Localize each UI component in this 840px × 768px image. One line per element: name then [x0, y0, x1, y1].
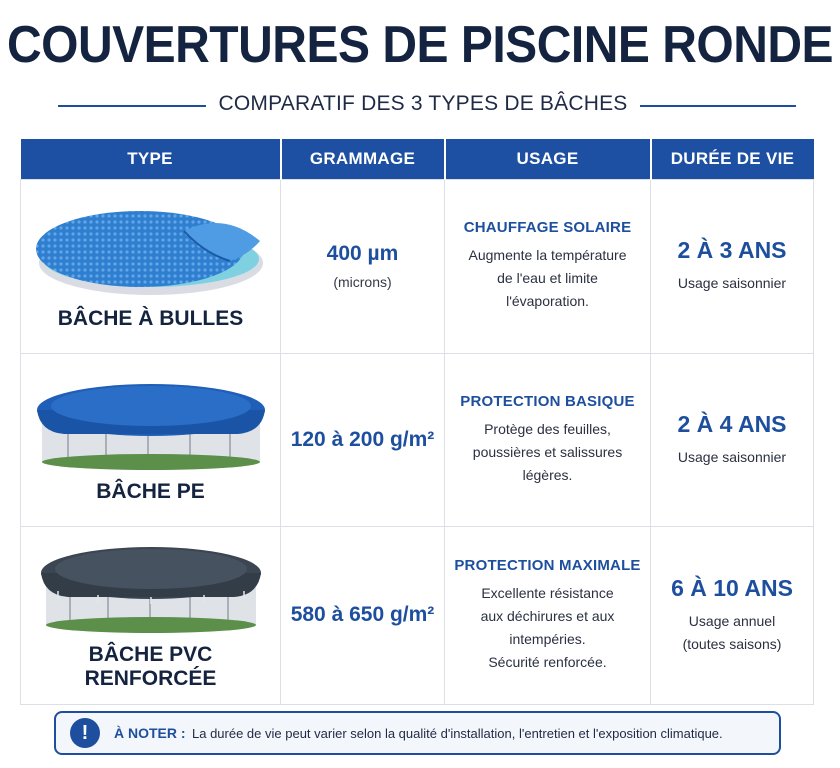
grammage-value: 120 à 200 g/m²	[290, 427, 435, 451]
grammage-value: 400 µm	[326, 242, 399, 265]
usage-title: CHAUFFAGE SOLAIRE	[463, 219, 632, 236]
usage-cell	[445, 353, 651, 526]
pvc-cover-icon	[38, 539, 264, 637]
table-row	[21, 353, 814, 526]
grammage-note: (microns)	[333, 274, 392, 290]
divider-left	[58, 105, 206, 107]
usage-title: PROTECTION BASIQUE	[460, 392, 635, 410]
usage-title: PROTECTION MAXIMALE	[454, 556, 641, 574]
column-header-usage: USAGE	[445, 139, 651, 179]
note-box	[54, 711, 781, 755]
divider-right	[640, 105, 796, 107]
page-title: COUVERTURES DE PISCINE RONDE	[6, 16, 834, 75]
table-row	[21, 526, 814, 704]
type-cell	[21, 526, 281, 704]
column-header-lifespan: DURÉE DE VIE	[651, 139, 814, 179]
type-name: BÂCHE À BULLES	[57, 307, 244, 330]
subtitle-row	[0, 90, 840, 120]
bubble-cover-icon	[34, 201, 268, 301]
lifespan-value: 6 À 10 ANS	[671, 574, 793, 601]
grammage-value: 580 à 650 g/m²	[290, 603, 435, 626]
type-cell	[21, 179, 281, 353]
type-name: BÂCHE PVC RENFORCÉE	[84, 643, 217, 690]
type-name: BÂCHE PE	[96, 479, 205, 503]
usage-cell	[445, 179, 651, 353]
lifespan-value: 2 À 3 ANS	[677, 237, 787, 263]
note-label: À NOTER :	[114, 725, 186, 741]
lifespan-note: Usage saisonnier	[677, 448, 787, 465]
lifespan-value: 2 À 4 ANS	[677, 410, 787, 437]
lifespan-note: Usage saisonnier	[677, 275, 787, 291]
type-cell	[21, 353, 281, 526]
usage-description: Protège des feuilles, poussières et salissures légères.	[472, 420, 623, 483]
grammage-cell	[281, 353, 445, 526]
usage-cell	[445, 526, 651, 704]
note-text: La durée de vie peut varier selon la qualité d'installation, l'entretien et l'exposition climatique.	[192, 726, 723, 741]
grammage-cell	[281, 526, 445, 704]
comparison-table	[20, 139, 814, 705]
table-row	[21, 179, 814, 353]
pe-cover-icon	[34, 376, 268, 474]
grammage-cell	[281, 179, 445, 353]
exclamation-icon: !	[70, 718, 100, 748]
column-header-grammage: GRAMMAGE	[281, 139, 445, 179]
page-subtitle: COMPARATIF DES 3 TYPES DE BÂCHES	[218, 92, 628, 115]
column-header-type: TYPE	[21, 139, 281, 179]
lifespan-note: Usage annuel (toutes saisons)	[682, 612, 782, 652]
lifespan-cell	[651, 353, 814, 526]
table-header-row	[21, 139, 814, 179]
usage-description: Excellente résistance aux déchirures et aux intempéries. Sécurité renforcée.	[480, 584, 615, 670]
lifespan-cell	[651, 526, 814, 704]
usage-description: Augmente la température de l'eau et limite l'évaporation.	[468, 247, 627, 309]
lifespan-cell	[651, 179, 814, 353]
